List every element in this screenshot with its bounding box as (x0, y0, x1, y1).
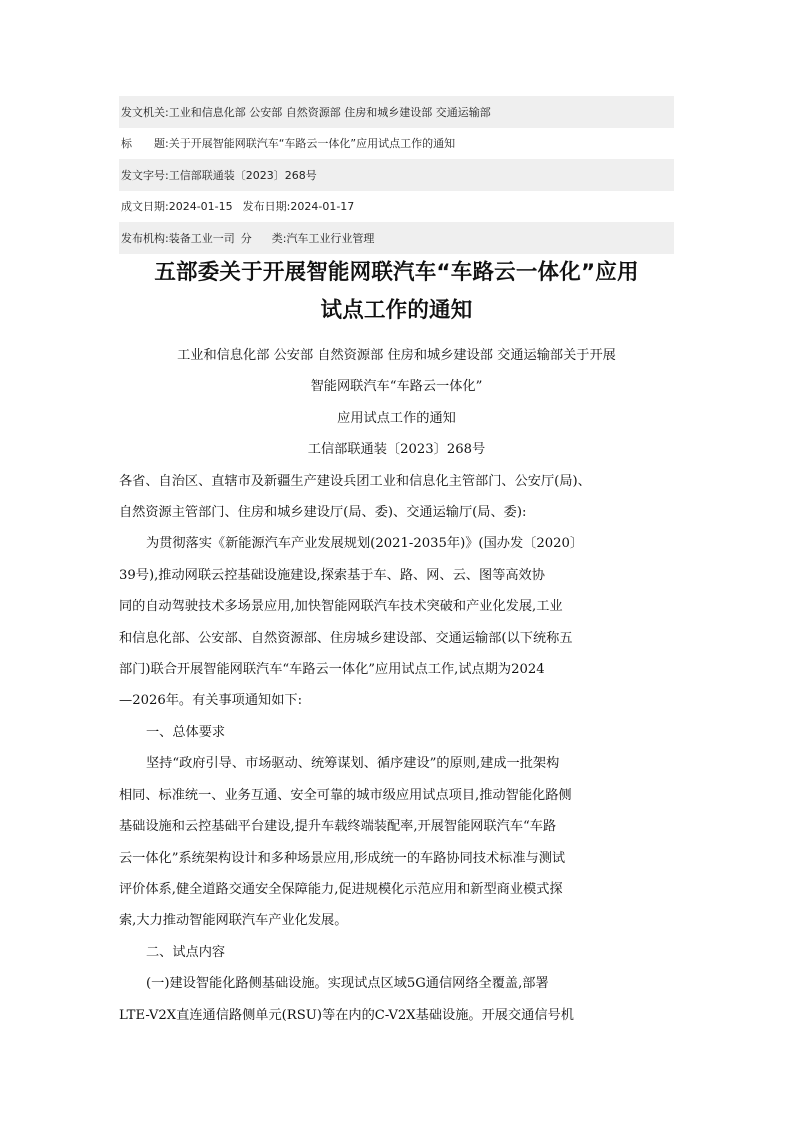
meta-row-org (119, 222, 674, 254)
para2-line-4: 云一体化”系统架构设计和多种场景应用,形成统一的车路协同技术标准与测试 (119, 850, 566, 866)
meta-org-value: 装备工业一司 (168, 231, 235, 245)
header-line-3: 应用试点工作的通知 (337, 410, 456, 426)
para2-line-1: 坚持“政府引导、市场驱动、统筹谋划、循序建设”的原则,建成一批架构 (146, 756, 560, 772)
para1-line-1: 为贯彻落实《新能源汽车产业发展规划(2021-2035年)》(国办发〔2020〕 (146, 536, 584, 552)
header-line-1: 工业和信息化部 公安部 自然资源部 住房和城乡建设部 交通运输部关于开展 (177, 348, 616, 363)
document-title (119, 254, 674, 330)
section-heading-2: 二、试点内容 (146, 944, 226, 960)
addressee-line-2: 自然资源主管部门、住房和城乡建设厅(局、委)、交通运输厅(局、委): (119, 505, 527, 521)
document-body (119, 340, 674, 1031)
meta-org-label: 发布机构: (121, 231, 169, 245)
meta-title-label-1: 标 (121, 137, 132, 151)
header-docno: 工信部联通装〔2023〕268号 (307, 442, 486, 458)
para1-line-6: —2026年。有关事项通知如下: (119, 693, 303, 709)
para1-line-2: 39号),推动网联云控基础设施建设,探索基于车、路、网、云、图等高效协 (119, 567, 545, 583)
para1-line-4: 和信息化部、公安部、自然资源部、住房城乡建设部、交通运输部(以下统称五 (119, 630, 573, 646)
meta-category-label-1: 分 (240, 231, 252, 245)
meta-published-label: 发布日期: (242, 200, 291, 214)
meta-written-value: 2024-01-15 (168, 199, 233, 213)
para2-line-5: 评价体系,健全道路交通安全保障能力,促进规模化示范应用和新型商业模式探 (119, 881, 563, 897)
title-line-2: 试点工作的通知 (320, 298, 473, 323)
para1-line-3: 同的自动驾驶技术多场景应用,加快智能网联汽车技术突破和产业化发展,工业 (119, 599, 563, 615)
meta-issuer-value: 工业和信息化部 公安部 自然资源部 住房和城乡建设部 交通运输部 (168, 105, 491, 119)
para2-line-6: 索,大力推动智能网联汽车产业化发展。 (119, 913, 348, 929)
meta-docno-label: 发文字号: (121, 168, 169, 182)
para3-line-1: (一)建设智能化路侧基础设施。实现试点区域5G通信网络全覆盖,部署 (146, 976, 549, 992)
meta-written-label: 成文日期: (121, 200, 169, 214)
meta-row-docno (119, 159, 674, 191)
meta-row-dates (119, 191, 674, 223)
para3-line-2: LTE-V2X直连通信路侧单元(RSU)等在内的C-V2X基础设施。开展交通信号机 (119, 1007, 574, 1023)
header-line-2: 智能网联汽车“车路云一体化” (310, 379, 483, 395)
para2-line-2: 相同、标准统一、业务互通、安全可靠的城市级应用试点项目,推动智能化路侧 (119, 787, 572, 803)
addressee-line-1: 各省、自治区、直辖市及新疆生产建设兵团工业和信息化主管部门、公安厅(局)、 (119, 473, 591, 489)
meta-issuer-label: 发文机关: (121, 105, 169, 119)
para1-line-5: 部门)联合开展智能网联汽车“车路云一体化”应用试点工作,试点期为2024 (119, 662, 545, 678)
para2-line-3: 基础设施和云控基础平台建设,提升车载终端装配率,开展智能网联汽车“车路 (119, 819, 557, 835)
meta-title-value: 关于开展智能网联汽车“车路云一体化”应用试点工作的通知 (168, 137, 456, 151)
meta-published-value: 2024-01-17 (290, 199, 355, 213)
meta-category-label-2: 类: (271, 231, 287, 245)
meta-title-label-2: 题: (154, 137, 169, 151)
section-heading-1: 一、总体要求 (146, 724, 226, 740)
meta-row-issuer (119, 96, 674, 128)
metadata-table (119, 96, 674, 254)
meta-row-title (119, 128, 674, 160)
meta-docno-value: 工信部联通装〔2023〕268号 (168, 168, 317, 182)
title-line-1: 五部委关于开展智能网联汽车“车路云一体化”应用 (154, 260, 639, 285)
meta-category-value: 汽车工业行业管理 (286, 231, 375, 245)
